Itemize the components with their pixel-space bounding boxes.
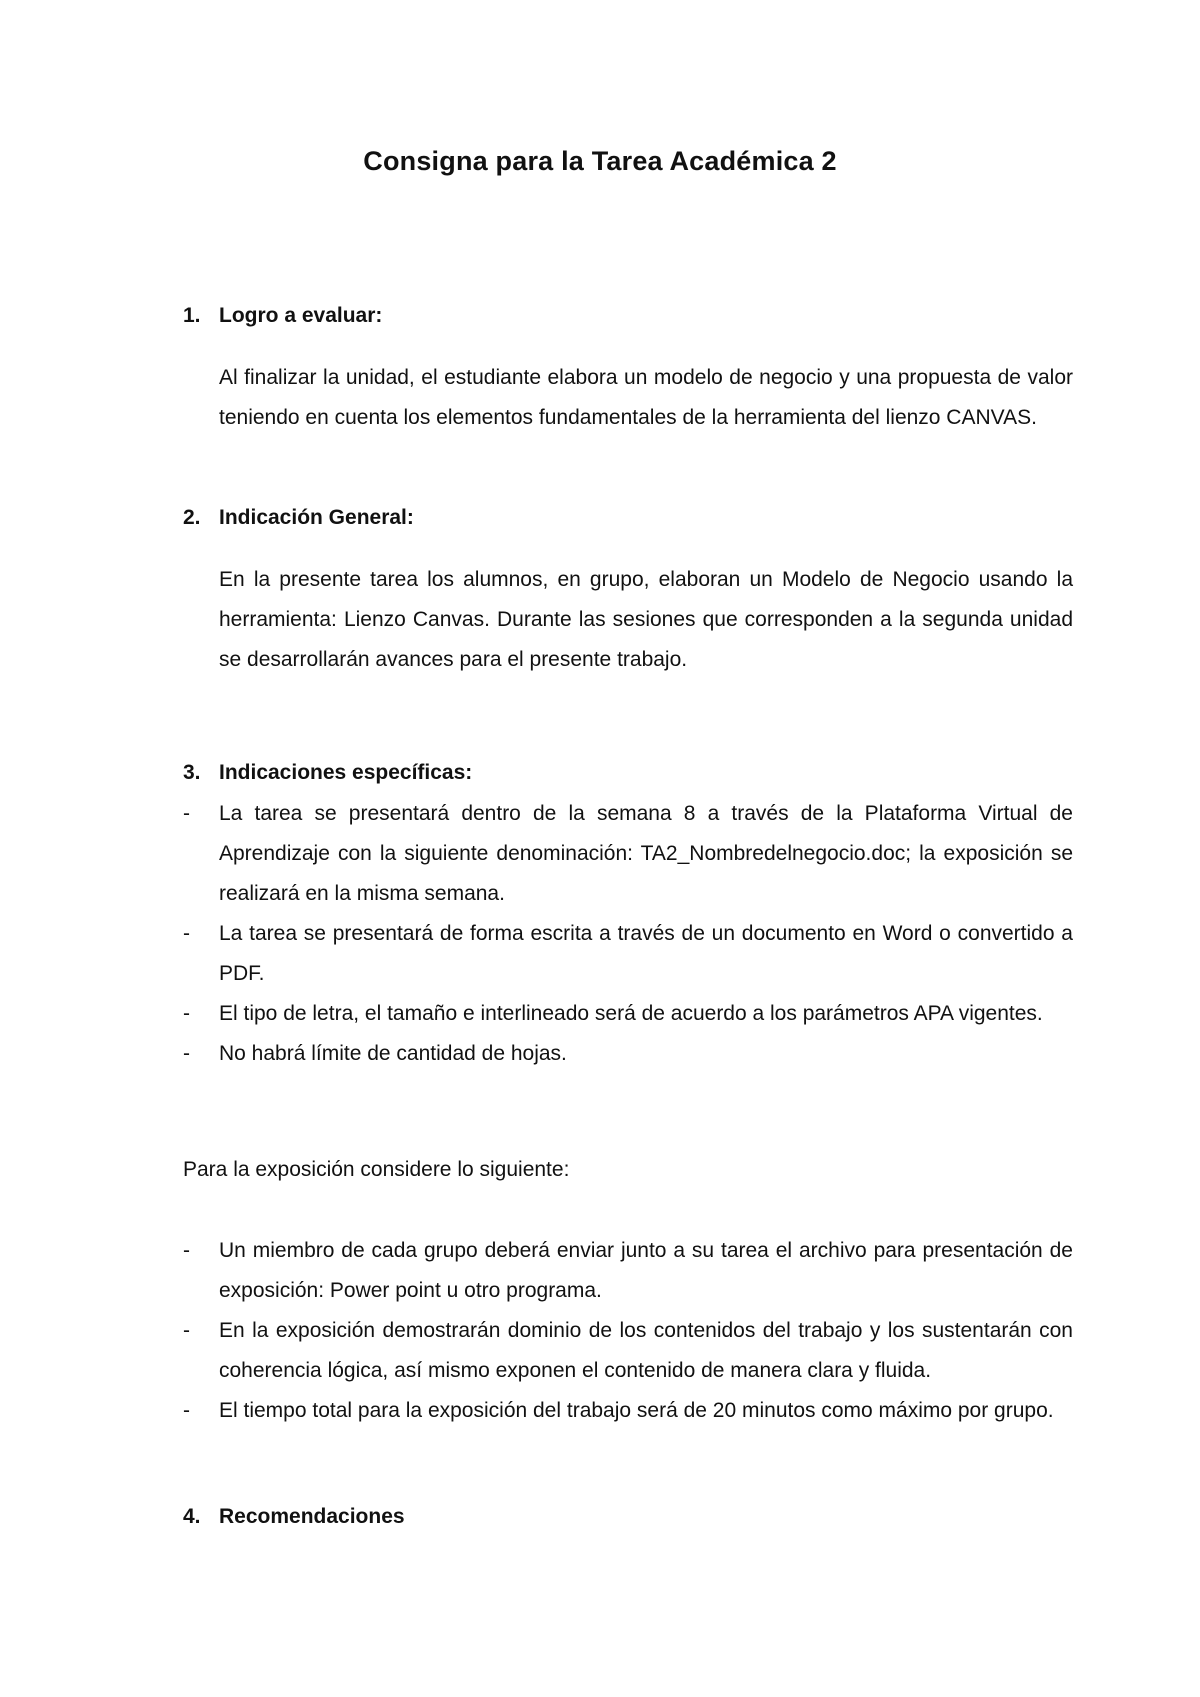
list-item (183, 994, 1073, 1034)
list-item (183, 1231, 1073, 1311)
section-3-number: 3. (183, 761, 201, 784)
section-4-heading (183, 1502, 405, 1532)
list-item (183, 794, 1073, 914)
list-item-text: La tarea se presentará dentro de la semana 8 a través de la Plataforma Virtual de Aprendizaje con la siguiente denominación: TA2_Nombredelnegocio.doc; la exposición se realizará en la misma semana. (219, 802, 1073, 905)
section-1-paragraph: Al finalizar la unidad, el estudiante elabora un modelo de negocio y una propuesta de valor teniendo en cuenta los elementos fundamentales de la herramienta del lienzo CANVAS. (219, 366, 1073, 429)
document-title: Consigna para la Tarea Académica 2 (363, 146, 837, 176)
list-item (183, 914, 1073, 994)
bullet-marker: - (183, 1002, 190, 1025)
list-item-text: Un miembro de cada grupo deberá enviar junto a su tarea el archivo para presentación de exposición: Power point u otro programa. (219, 1239, 1073, 1302)
section-1-number: 1. (183, 304, 201, 327)
section-2-paragraph: En la presente tarea los alumnos, en grupo, elaboran un Modelo de Negocio usando la herramienta: Lienzo Canvas. Durante las sesiones que corresponden a la segunda unidad se desarrollarán avances para el presente trabajo. (219, 568, 1073, 671)
section-1-title: Logro a evaluar: (219, 304, 383, 327)
list-item (183, 1034, 1073, 1074)
section-2-heading (183, 503, 414, 533)
bullet-marker: - (183, 1319, 190, 1342)
section-4-title: Recomendaciones (219, 1505, 405, 1528)
list-item (183, 1311, 1073, 1391)
list-item-text: La tarea se presentará de forma escrita a través de un documento en Word o convertido a PDF. (219, 922, 1073, 985)
list-item-text: El tiempo total para la exposición del trabajo será de 20 minutos como máximo por grupo. (219, 1399, 1054, 1422)
section-1-heading (183, 301, 382, 331)
exposition-intro: Para la exposición considere lo siguiente: (183, 1158, 570, 1181)
section-3-heading (183, 758, 472, 788)
bullet-marker: - (183, 1042, 190, 1065)
specific-indications-list (183, 794, 1073, 1074)
list-item-text: El tipo de letra, el tamaño e interlineado será de acuerdo a los parámetros APA vigentes. (219, 1002, 1043, 1025)
bullet-marker: - (183, 802, 190, 825)
list-item-text: No habrá límite de cantidad de hojas. (219, 1042, 567, 1065)
section-4-number: 4. (183, 1505, 201, 1528)
exposition-list (183, 1231, 1073, 1431)
section-2-number: 2. (183, 506, 201, 529)
bullet-marker: - (183, 1399, 190, 1422)
bullet-marker: - (183, 922, 190, 945)
list-item (183, 1391, 1073, 1431)
section-3-title: Indicaciones específicas: (219, 761, 473, 784)
list-item-text: En la exposición demostrarán dominio de los contenidos del trabajo y los sustentarán con coherencia lógica, así mismo exponen el contenido de manera clara y fluida. (219, 1319, 1073, 1382)
section-2-title: Indicación General: (219, 506, 414, 529)
bullet-marker: - (183, 1239, 190, 1262)
